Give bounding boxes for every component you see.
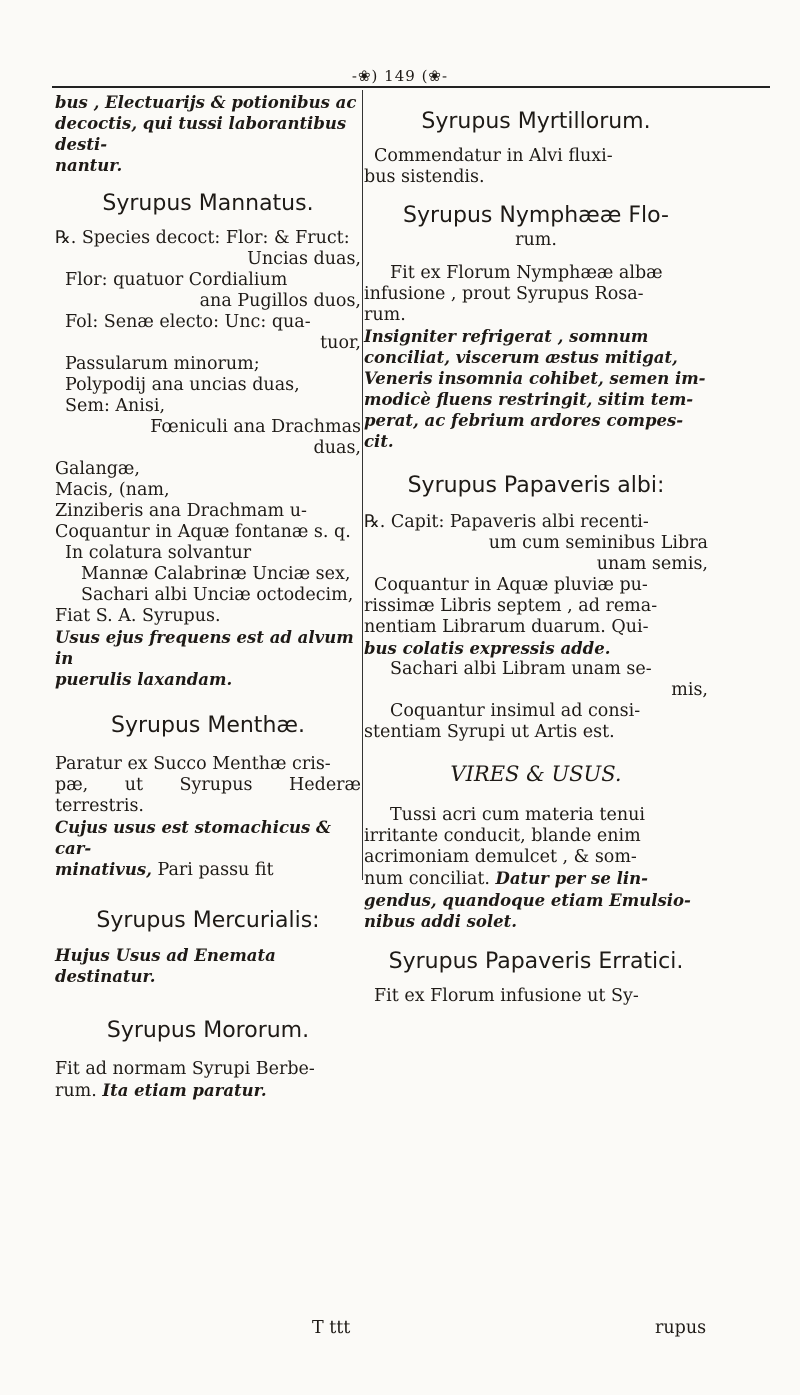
recipe-line: tuor, [320,333,361,353]
italic-span: minativus, [55,860,152,879]
heading-mercurialis: Syrupus Mercurialis: [96,908,320,933]
text-line: Fit ad normam Syrupi Berbe- [55,1059,315,1079]
recipe-line: Coquantur in Aquæ fontanæ s. q. [55,522,351,542]
recipe-line: unam semis, [596,554,708,574]
italic-line: gendus, quandoque etiam Emulsio- [364,891,691,910]
catchword: rupus [655,1318,707,1338]
recipe-line: Passularum minorum; [65,354,260,374]
recipe-line: Galangæ, [55,459,140,479]
text-line: acrimoniam demulcet , & som- [364,847,637,867]
header-rule [52,86,770,88]
text-line: Fit ex Florum infusione ut Sy- [374,986,639,1006]
heading-menthae: Syrupus Menthæ. [111,713,305,738]
text-line: infusione , prout Syrupus Rosa- [364,284,644,304]
recipe-line: ℞. Capit: Papaveris albi recenti- [364,512,649,532]
text-line: bus sistendis. [364,167,485,187]
italic-line: nibus addi solet. [364,912,518,931]
text-line [55,1080,361,1102]
heading-vires-usus: VIRES & USUS. [450,762,622,786]
recipe-line: duas, [313,438,361,458]
text-line [55,859,361,881]
recipe-line: Sachari albi Libram unam se- [390,659,652,679]
recipe-line: nentiam Librarum duarum. Qui- [364,617,649,637]
italic-span: Ita etiam paratur. [102,1081,267,1100]
signature-mark: T ttt [312,1318,351,1338]
italic-line: Veneris insomnia cohibet, semen im- [364,369,706,388]
text-line: Commendatur in Alvi fluxi- [374,146,613,166]
recipe-line: rissimæ Libris septem , ad rema- [364,596,658,616]
text-span: num conciliat. [364,869,490,889]
italic-span: Datur per se lin- [495,869,648,888]
intro-line: bus , Electuarijs & potionibus ac [55,93,357,112]
italic-line: bus colatis expressis adde. [364,639,611,658]
recipe-line: ana Pugillos duos, [199,291,361,311]
heading-myrtillorum: Syrupus Myrtillorum. [421,109,651,134]
text-span: rum. [55,1081,97,1101]
column-divider [362,90,363,880]
italic-line: Cujus usus est stomachicus & car- [55,818,331,858]
recipe-line: Zinziberis ana Drachmam u- [55,501,307,521]
italic-line: modicè fluens restringit, sitim tem- [364,390,694,409]
text-line: Tussi acri cum materia tenui [390,805,645,825]
right-column [364,92,708,1007]
text-line [364,868,708,890]
recipe-line: stentiam Syrupi ut Artis est. [364,722,615,742]
recipe-line: Sem: Anisi, [65,396,166,416]
recipe-line: Macis, (nam, [55,480,170,500]
recipe-line: Polypodij ana uncias duas, [65,375,300,395]
recipe-line: Mannæ Calabrinæ Unciæ sex, [81,564,351,584]
recipe-line: In colatura solvantur [65,543,252,563]
italic-line: conciliat, viscerum æstus mitigat, [364,348,678,367]
recipe-line: Flor: quatuor Cordialium [65,270,288,290]
text-span: Pari passu fit [157,860,274,880]
intro-line: nantur. [55,156,123,175]
heading-mannatus: Syrupus Mannatus. [102,191,314,216]
usus-line: Usus ejus frequens est ad alvum in [55,628,354,668]
heading-nymphaeae-cont: rum. [515,230,557,250]
recipe-line: Fœniculi ana Drachmas [150,417,361,437]
recipe-line: Fiat S. A. Syrupus. [55,606,221,626]
recipe-line: Uncias duas, [247,249,361,269]
italic-line: cit. [364,432,394,451]
recipe-line: ℞. Species decoct: Flor: & Fruct: [55,228,350,248]
recipe-line: mis, [671,680,708,700]
left-column [55,92,361,1102]
heading-nymphaeae: Syrupus Nymphææ Flo- [403,203,669,228]
text-line: rum. [364,305,406,325]
text-line: Paratur ex Succo Menthæ cris- [55,754,331,774]
heading-papaveris-erratici: Syrupus Papaveris Erratici. [388,949,684,974]
text-line: pæ, ut Syrupus Hederæ terrestris. [55,775,361,816]
italic-line: Insigniter refrigerat , somnum [364,327,649,346]
intro-line: decoctis, qui tussi laborantibus desti- [55,114,347,154]
italic-line: perat, ac febrium ardores compes- [364,411,684,430]
italic-line: Hujus Usus ad Enemata destinatur. [55,946,276,986]
text-line: Fit ex Florum Nymphææ albæ [390,263,663,283]
recipe-line: Coquantur insimul ad consi- [390,701,641,721]
recipe-line: Coquantur in Aquæ pluviæ pu- [374,575,648,595]
heading-papaveris-albi: Syrupus Papaveris albi: [407,473,665,498]
text-line: irritante conducit, blande enim [364,826,641,846]
usus-line: puerulis laxandam. [55,670,233,689]
recipe-line: Sachari albi Unciæ octodecim, [81,585,354,605]
heading-mororum: Syrupus Mororum. [106,1018,310,1043]
recipe-line: um cum seminibus Libra [488,533,708,553]
running-head: -❀) 149 (❀- [351,67,449,85]
recipe-line: Fol: Senæ electo: Unc: qua- [65,312,311,332]
